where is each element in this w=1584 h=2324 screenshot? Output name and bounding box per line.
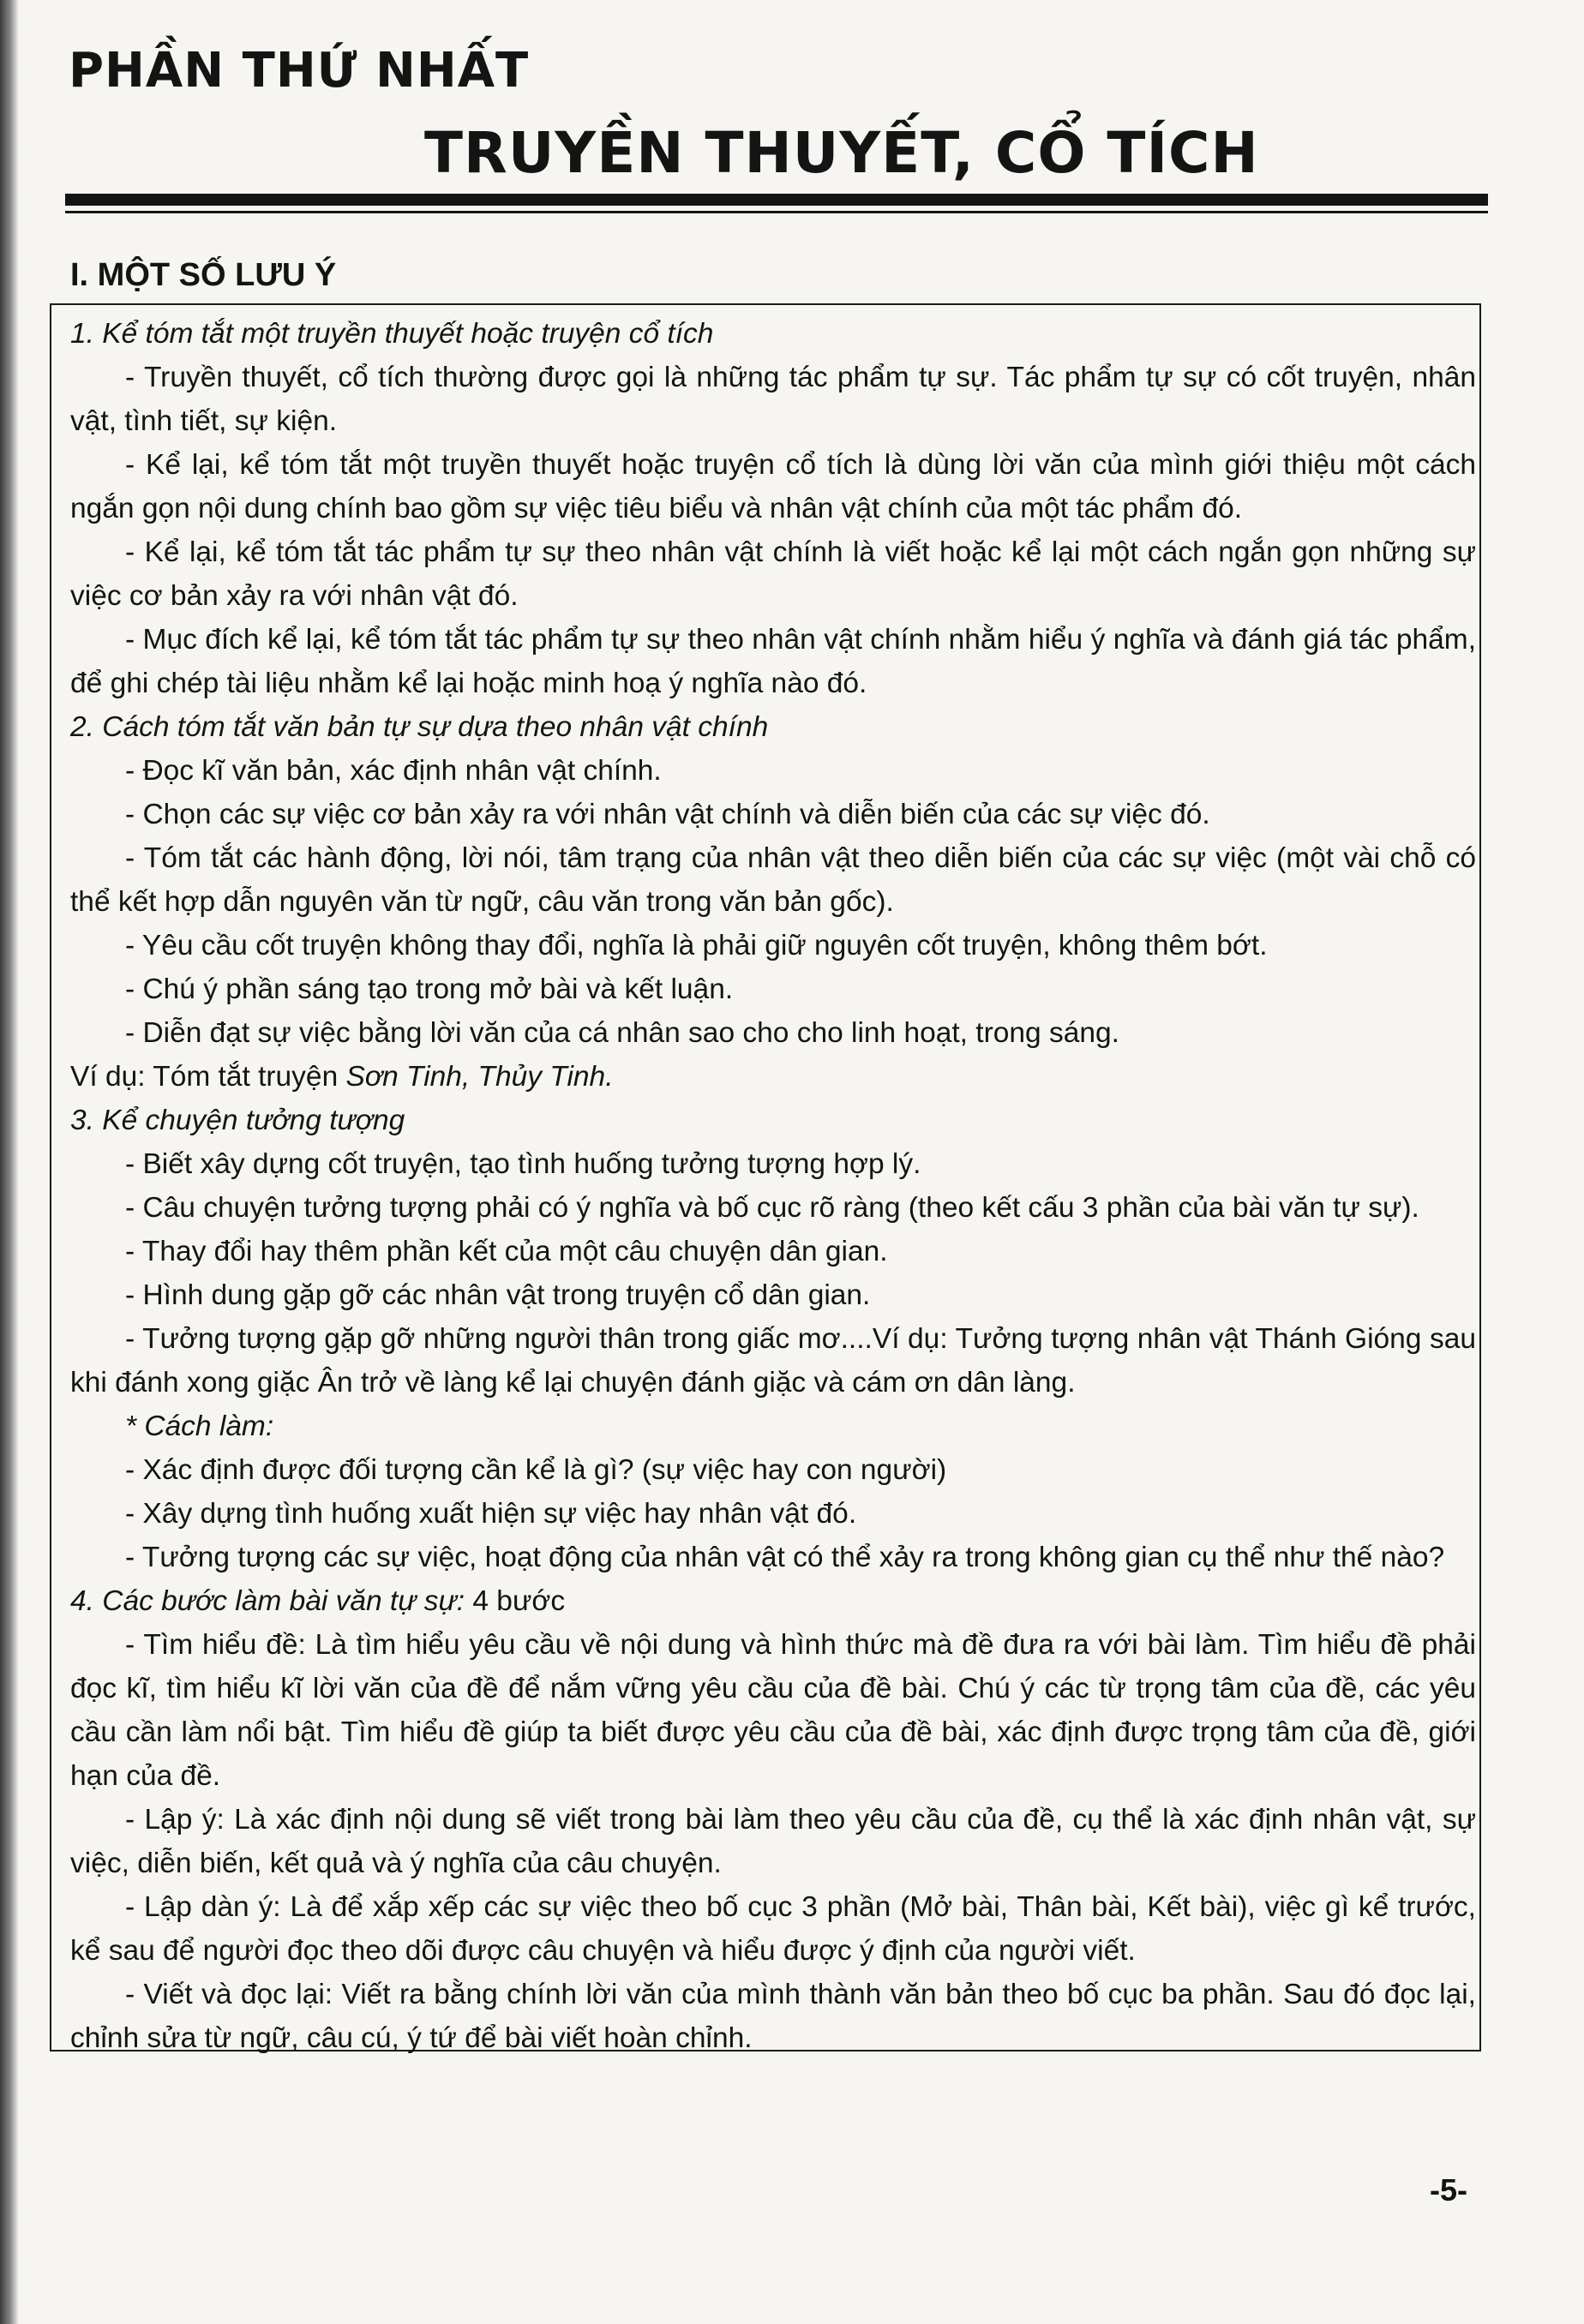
paragraph: - Kể lại, kể tóm tắt một truyền thuyết hoặc truyện cổ tích là dùng lời văn của mình giới thiệu một cách ngắn gọn nội dung chính bao gồm sự việc tiêu biểu và nhân vật chính của một tác phẩm đó.	[70, 449, 1476, 524]
paragraph: - Yêu cầu cốt truyện không thay đổi, nghĩa là phải giữ nguyên cốt truyện, không thêm bớt.	[125, 930, 1268, 961]
example-label: Ví dụ: Tóm tắt truyện	[70, 1061, 346, 1093]
page-number: -5-	[1430, 2172, 1467, 2207]
part-title: PHẦN THỨ NHẤT	[69, 43, 530, 99]
subsection-heading-4-suffix: 4 bước	[465, 1585, 566, 1617]
subsection-heading-3: 3. Kể chuyện tưởng tượng	[70, 1105, 405, 1136]
paragraph: - Hình dung gặp gỡ các nhân vật trong truyện cổ dân gian.	[125, 1279, 871, 1311]
paragraph: - Chú ý phần sáng tạo trong mở bài và kết luận.	[125, 973, 734, 1005]
paragraph: - Mục đích kể lại, kể tóm tắt tác phẩm tự sự theo nhân vật chính nhằm hiểu ý nghĩa và đánh giá tác phẩm, để ghi chép tài liệu nhằm kể lại hoặc minh hoạ ý nghĩa nào đó.	[70, 624, 1476, 699]
paragraph: - Đọc kĩ văn bản, xác định nhân vật chính.	[125, 755, 662, 787]
paragraph: - Lập dàn ý: Là để xắp xếp các sự việc theo bố cục 3 phần (Mở bài, Thân bài, Kết bài), việc gì kể trước, kể sau để người đọc theo dõi được câu chuyện và hiểu được ý định của người viết.	[70, 1891, 1476, 1967]
paragraph: - Kể lại, kể tóm tắt tác phẩm tự sự theo nhân vật chính là viết hoặc kể lại một cách ngắn gọn những sự việc cơ bản xảy ra với nhân vật đó.	[70, 536, 1476, 612]
method-label: * Cách làm:	[125, 1411, 274, 1442]
paragraph: - Xác định được đối tượng cần kể là gì? (sự việc hay con người)	[125, 1454, 947, 1486]
subsection-heading-4-title: 4. Các bước làm bài văn tự sự:	[70, 1585, 465, 1617]
paragraph: - Tìm hiểu đề: Là tìm hiểu yêu cầu về nội dung và hình thức mà đề đưa ra với bài làm. Tìm hiểu đề phải đọc kĩ, tìm hiểu kĩ lời văn của đề để nắm vững yêu cầu của đề bài. Chú ý các từ trọng tâm của đề, các yêu cầu cần làm nổi bật. Tìm hiểu đề giúp ta biết được yêu cầu của đề bài, xác định được trọng tâm của đề, giới hạn của đề.	[70, 1629, 1476, 1792]
example-title: Sơn Tinh, Thủy Tinh.	[345, 1061, 614, 1093]
paragraph: - Chọn các sự việc cơ bản xảy ra với nhân vật chính và diễn biến của các sự việc đó.	[125, 799, 1210, 830]
title-rule-thin	[65, 211, 1488, 213]
paragraph: - Xây dựng tình huống xuất hiện sự việc hay nhân vật đó.	[125, 1498, 857, 1530]
paragraph: - Tưởng tượng các sự việc, hoạt động của nhân vật có thể xảy ra trong không gian cụ thể như thế nào?	[125, 1542, 1445, 1573]
subsection-heading-4	[70, 1579, 1476, 1623]
chapter-title: TRUYỀN THUYẾT, CỔ TÍCH	[424, 120, 1259, 186]
section-heading: I. MỘT SỐ LƯU Ý	[70, 257, 337, 293]
paragraph: - Diễn đạt sự việc bằng lời văn của cá nhân sao cho cho linh hoạt, trong sáng.	[125, 1017, 1119, 1049]
paragraph: - Câu chuyện tưởng tượng phải có ý nghĩa và bố cục rõ ràng (theo kết cấu 3 phần của bài văn tự sự).	[125, 1192, 1419, 1224]
paragraph: - Biết xây dựng cốt truyện, tạo tình huống tưởng tượng hợp lý.	[125, 1148, 921, 1180]
paragraph: - Lập ý: Là xác định nội dung sẽ viết trong bài làm theo yêu cầu của đề, cụ thể là xác định nhân vật, sự việc, diễn biến, kết quả và ý nghĩa của câu chuyện.	[70, 1804, 1476, 1879]
subsection-heading-2: 2. Cách tóm tắt văn bản tự sự dựa theo nhân vật chính	[70, 711, 769, 743]
paragraph: - Tưởng tượng gặp gỡ những người thân trong giấc mơ....Ví dụ: Tưởng tượng nhân vật Thánh Gióng sau khi đánh xong giặc Ân trở về làng kể lại chuyện đánh giặc và cám ơn dân làng.	[70, 1323, 1476, 1399]
paragraph: - Viết và đọc lại: Viết ra bằng chính lời văn của mình thành văn bản theo bố cục ba phần. Sau đó đọc lại, chỉnh sửa từ ngữ, câu cú, ý tứ để bài viết hoàn chỉnh.	[70, 1979, 1476, 2054]
paragraph: - Truyền thuyết, cổ tích thường được gọi là những tác phẩm tự sự. Tác phẩm tự sự có cốt truyện, nhân vật, tình tiết, sự kiện.	[70, 362, 1476, 437]
paragraph: - Tóm tắt các hành động, lời nói, tâm trạng của nhân vật theo diễn biến của các sự việc (một vài chỗ có thể kết hợp dẫn nguyên văn từ ngữ, câu văn trong văn bản gốc).	[70, 842, 1476, 918]
scan-edge-shadow	[0, 0, 19, 2324]
subsection-heading-1: 1. Kể tóm tắt một truyền thuyết hoặc truyện cổ tích	[70, 318, 714, 350]
section-content	[70, 312, 1476, 2060]
title-rule-thick	[65, 194, 1488, 206]
example-line	[70, 1055, 1476, 1099]
paragraph: - Thay đổi hay thêm phần kết của một câu chuyện dân gian.	[125, 1236, 888, 1267]
